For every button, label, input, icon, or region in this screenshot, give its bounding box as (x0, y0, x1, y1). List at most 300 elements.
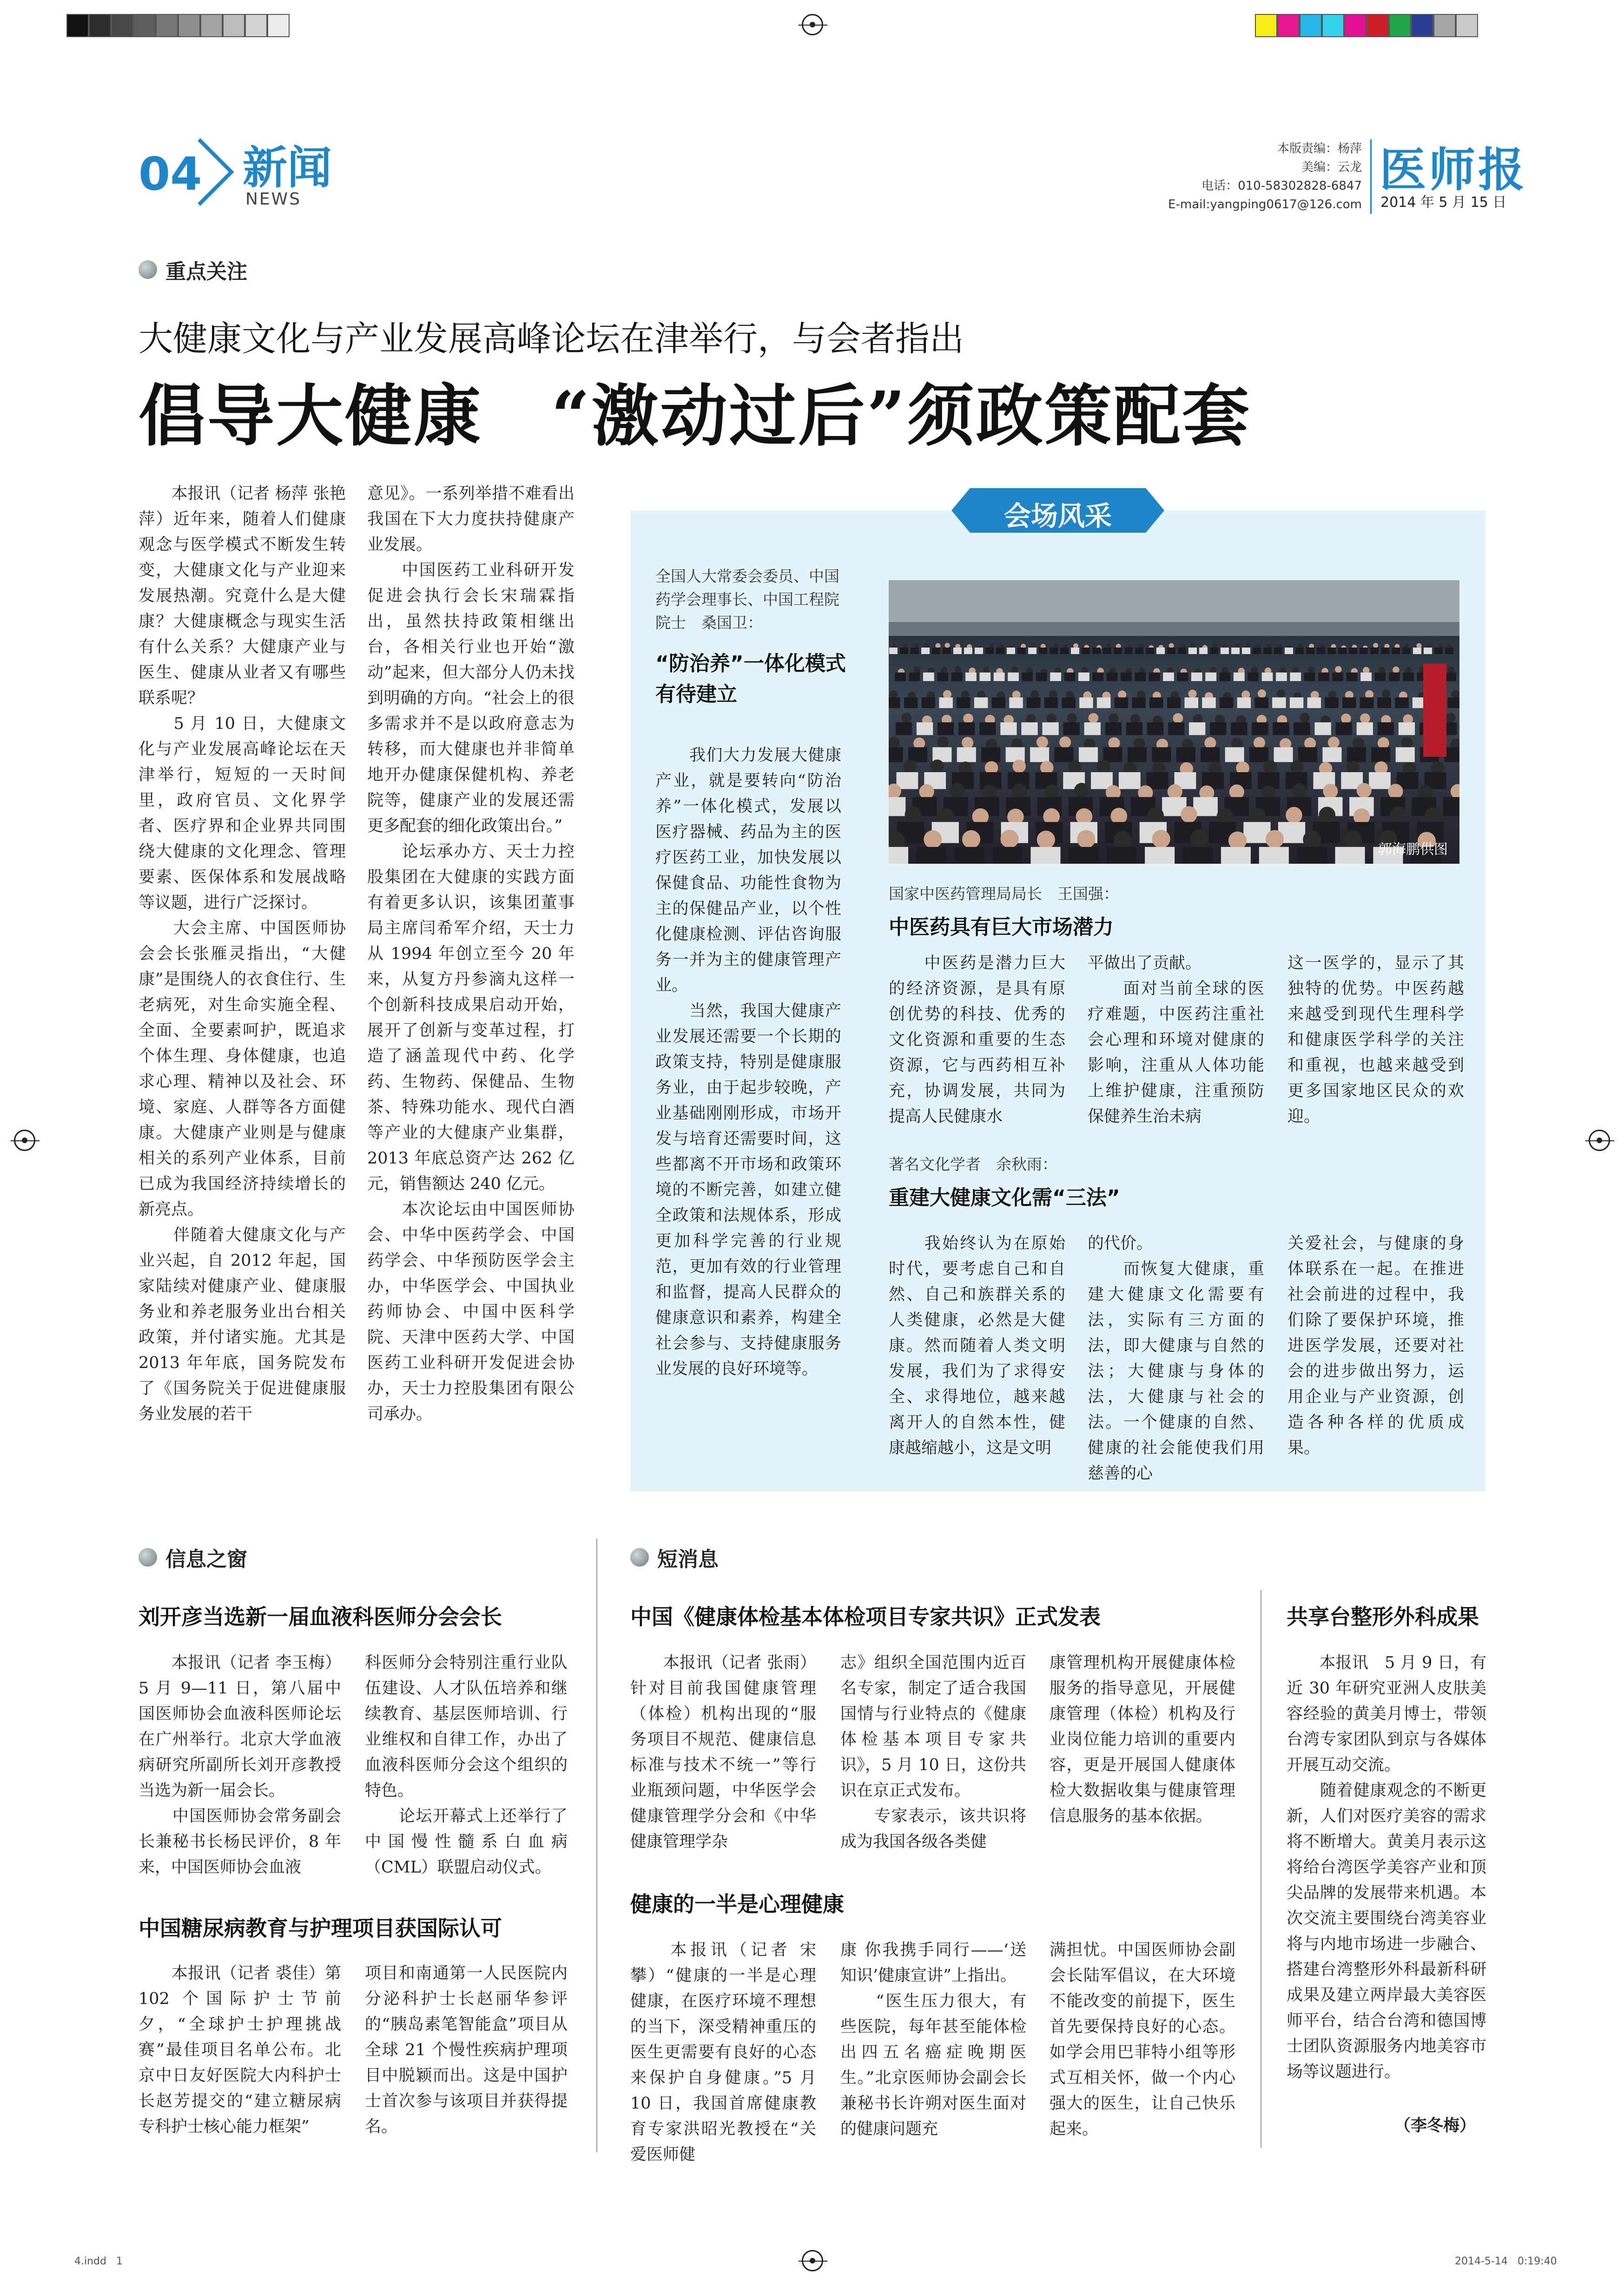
audience-body (1220, 673, 1231, 681)
audience-head (945, 643, 950, 648)
audience-body (1347, 747, 1366, 762)
audience-head (1037, 831, 1055, 849)
audience-body (1342, 697, 1356, 708)
audience-body (1082, 648, 1090, 654)
art-editor-name: 美编：云龙 (1301, 160, 1362, 174)
audience-body (1044, 697, 1058, 708)
audience-body (1167, 697, 1181, 708)
audience-body (1375, 673, 1386, 681)
info-article-1-column-1: 本报讯（记者 李玉梅）5 月 9—11 日，第八届中国医师协会血液科医师论坛在广州举行。北京大学血液病研究所副所长刘开彦教授当选为新一届会长。 中国医师协会常务副会长兼秘书长杨民评价，8 年来，中国医师协会血液 (139, 1654, 341, 1877)
audience-head (1109, 713, 1119, 723)
registration-swatch (111, 14, 133, 37)
audience-body (1121, 673, 1132, 681)
audience-head (1012, 760, 1026, 773)
short-article-1-column-1: 本报讯（记者 张雨）针对目前我国健康管理（体检）机构出现的“服务项目不规范、健康信息标准与技术不统一”等行业瓶颈问题，中华医学会健康管理学分会和《中华健康管理学杂 (630, 1654, 816, 1851)
audience-body (1030, 847, 1060, 864)
audience-body (1050, 673, 1061, 681)
audience-body (1325, 697, 1339, 708)
audience-body (1234, 673, 1245, 681)
audience-body (1105, 722, 1122, 735)
info-article-2-title: 中国糖尿病教育与护理项目获国际认可 (139, 1916, 502, 1941)
audience-head (905, 806, 922, 823)
audience-body (917, 847, 946, 864)
audience-body (1210, 648, 1218, 654)
audience-body (1006, 747, 1025, 762)
interview-title-2: 中医药具有巨大市场潜力 (889, 915, 1114, 939)
audience-body (909, 673, 920, 681)
audience-body (1360, 697, 1374, 708)
audience-body (993, 847, 1023, 864)
audience-body (1272, 697, 1286, 708)
audience-body (1007, 648, 1015, 654)
audience-head (1451, 690, 1459, 698)
audience-head (931, 760, 944, 773)
audience-body (964, 648, 972, 654)
audience-head (1303, 830, 1321, 848)
short-article-1-column-3: 康管理机构开展健康体检服务的指导意见，开展健康管理（体检）机构及行业岗位能力培训的重要内容，更是开展国人健康体检大数据收集与健康管理信息服务的基本依据。 (1050, 1654, 1235, 1826)
audience-body (1254, 697, 1268, 708)
audience-body (1009, 697, 1023, 708)
audience-body (1395, 697, 1409, 708)
audience-body (1318, 673, 1329, 681)
audience-body (1360, 648, 1368, 654)
audience-body (1092, 648, 1101, 654)
phone: 电话：010-58302828-6847 (1201, 179, 1362, 193)
audience-head (1152, 830, 1170, 848)
audience-body (1242, 648, 1250, 654)
audience-head (1251, 667, 1258, 674)
audience-head (1030, 690, 1039, 699)
audience-body (1259, 847, 1289, 864)
column-divider (596, 1539, 597, 2152)
audience-head (1344, 830, 1362, 848)
color-swatch (1344, 14, 1367, 37)
audience-head (1110, 808, 1127, 825)
audience-body (1403, 673, 1414, 681)
audience-body (1322, 747, 1341, 762)
audience-body (1132, 697, 1146, 708)
audience-head (1378, 737, 1389, 749)
audience-body (1060, 648, 1069, 654)
audience-head (1074, 783, 1089, 798)
audience-body (1050, 648, 1058, 654)
audience-body (1237, 697, 1251, 708)
color-swatch (1433, 14, 1456, 37)
registration-swatch (178, 14, 200, 37)
audience-head (1168, 784, 1182, 799)
audience-body (1163, 673, 1174, 681)
interview2-column-2: 平做出了贡献。 面对当前全球的医疗难题，中医药注重社会心理和环境对健康的影响，注重从人体功能上维护健康，注重预防保健养生治未病 (1088, 954, 1264, 1126)
audience-head (1114, 831, 1132, 849)
registration-mark-bottom-icon (802, 2250, 823, 2271)
audience-body (1248, 673, 1259, 681)
audience-body (1371, 747, 1390, 762)
audience-body (1202, 697, 1216, 708)
audience-head (1012, 783, 1027, 798)
audience-body (1447, 697, 1459, 708)
audience-body (1381, 648, 1389, 654)
audience-head (1036, 736, 1048, 748)
audience-body (1189, 722, 1205, 735)
audience-head (1319, 807, 1335, 823)
audience-head (1425, 807, 1441, 824)
audience-head (1373, 643, 1378, 648)
audience-body (1378, 722, 1394, 735)
footer-timestamp: 2014-5-14 0:19:40 (1455, 2256, 1557, 2267)
audience-body (911, 648, 919, 654)
audience-body (1119, 772, 1141, 789)
audience-body (1332, 673, 1343, 681)
short-article-2-column-1: 本报讯（记者 宋攀）“健康的一半是心理健康，在医疗环境不理想的当下，深受精神重压的医生更需要有良好的心态来保护自身健康。”5 月 10 日，我国首席健康教育专家洪昭光教授在“关爱医师健 (630, 1941, 822, 2164)
audience-body (957, 697, 970, 708)
audience-body (1249, 747, 1268, 762)
audience-body (1262, 673, 1273, 681)
section-title: 新闻 (243, 141, 332, 194)
audience-head (1067, 713, 1077, 723)
audience-body (1274, 747, 1293, 762)
audience-body (1128, 747, 1147, 762)
audience-body (1042, 722, 1058, 735)
section-bullet-icon (139, 1548, 157, 1567)
audience-body (1335, 847, 1365, 864)
audience-body (1149, 697, 1163, 708)
photo-credit: 郭海鹏供图 (1378, 841, 1448, 858)
audience-body (965, 673, 977, 681)
audience-body (1188, 648, 1197, 654)
audience-head (1181, 806, 1197, 823)
audience-body (1064, 673, 1076, 681)
audience-body (921, 648, 930, 654)
audience-head (1245, 643, 1250, 648)
audience-body (1149, 673, 1160, 681)
audience-body (1274, 648, 1282, 654)
audience-body (1178, 648, 1186, 654)
audience-body (889, 847, 908, 864)
audience-body (900, 648, 908, 654)
section-title-en: NEWS (245, 190, 302, 209)
audience-head (1235, 643, 1240, 648)
audience-body (1263, 648, 1272, 654)
audience-head (1077, 830, 1095, 848)
audience-body (1210, 722, 1226, 735)
issue-date: 2014 年 5 月 15 日 (1380, 194, 1507, 211)
audience-body (1030, 747, 1049, 762)
audience-body (922, 697, 936, 708)
article-column-2: 意见》。一系列举措不难看出我国在下大力度扶持健康产业发展。 中国医药工业科研开发促进会执行会长宋瑞霖指出，虽然扶持政策相继出台，各相关行业也开始“激动”起来，但大部分人仍未找到明确的方向。“社会上的很多需求并不是以政府意志为转移，而大健康也并非简单地开办健康保健机构、养老院等，健康产业的发展还需更多配套的细化政策出台。” 论坛承办方、天士力控股集团在大健康的实践方面有着更多认识，该集团董事局主席闫希军介绍，天士力从 1994 年创立至今 20 年来，从复方丹参滴丸这样一个创新科技成果启动开始，展开了创新与变革过程，打造了涵盖现代中药、化学药、生物药、保健品、生物茶、特殊功能水、现代白酒等产业的大健康产业集群，2013 年底总资产达 262 亿元，销售额达 240 亿元。 本次论坛由中国医师协会、中华中医药学会、中国药学会、中华预防医学会主办，中华医学会、中国执业药师协会、中国中医科学院、天津中医药大学、中国医药工业科研开发促进会协办，天士力控股集团有限公司承办。 (367, 484, 574, 1423)
audience-body (1396, 747, 1415, 762)
audience-body (992, 697, 1006, 708)
audience-body (1008, 673, 1019, 681)
audience-body (923, 673, 934, 681)
audience-body (1298, 747, 1317, 762)
color-swatch (1411, 14, 1433, 37)
audience-head (1000, 830, 1018, 848)
audience-body (1399, 722, 1415, 735)
audience-head (1059, 736, 1071, 748)
color-registration-bar (1255, 14, 1478, 37)
audience-body (1285, 648, 1293, 654)
panel-tag-label: 会场风采 (1003, 500, 1112, 532)
audience-body (1304, 673, 1315, 681)
audience-body (1205, 673, 1216, 681)
audience-head (1416, 643, 1421, 648)
color-swatch (1456, 14, 1478, 37)
audience-body (896, 722, 912, 735)
audience-body (1231, 722, 1247, 735)
audience-body (1369, 772, 1391, 789)
audience-head (1277, 689, 1285, 698)
audience-body (1168, 722, 1184, 735)
audience-body (1252, 722, 1268, 735)
section-label-info-window (139, 1542, 247, 1572)
audience-body (1306, 648, 1314, 654)
audience-body (1377, 697, 1391, 708)
audience-body (981, 747, 1000, 762)
audience-body (957, 747, 976, 762)
audience-head (962, 830, 980, 848)
audience-body (1152, 747, 1171, 762)
audience-body (1191, 673, 1202, 681)
audience-body (1370, 648, 1379, 654)
audience-body (951, 673, 963, 681)
audience-head (1393, 667, 1400, 674)
audience-head (1390, 807, 1406, 823)
audience-body (1336, 722, 1352, 735)
audience-body (1062, 697, 1076, 708)
info-article-1-column-2: 科医师分会特别注重行业队伍建设、人才队伍培养和继续教育、基层医师培训、行业维权和自律工作，办出了血液科医师分会这个组织的特色。 论坛开幕式上还举行了中国慢性髓系白血病（CML）联盟启动仪式。 (365, 1654, 568, 1877)
audience-head (913, 667, 920, 674)
audience-head (954, 666, 961, 673)
article-subtitle: 大健康文化与产业发展高峰论坛在津举行，与会者指出 (139, 319, 964, 359)
audience-head (1169, 643, 1174, 648)
audience-body (943, 648, 951, 654)
audience-body (932, 648, 940, 654)
audience-head (1446, 713, 1456, 723)
info-article-2-column-1: 本报讯（记者 裘佳）第 102 个国际护士节前夕，“全球护士护理挑战赛”最佳项目名单公布。北京中日友好医院大内科护士长赵芳提交的“建立糖尿病专科护士核心能力框架” (139, 1964, 347, 2136)
audience-body (1231, 648, 1240, 654)
audience-body (1220, 697, 1234, 708)
audience-body (1071, 648, 1079, 654)
audience-head (1106, 643, 1111, 648)
audience-head (1335, 666, 1342, 673)
interview-title-3: 重建大健康文化需“三法” (889, 1186, 1120, 1210)
section-label-focus (139, 255, 247, 285)
audience-body (1028, 648, 1036, 654)
interview3-column-1: 我始终认为在原始时代，要考虑自己和自然、自己和族群关系的人类健康，必然是大健康。然而随着人类文明发展，我们为了求得安全、求得地位，越来越离开人的自然本性，健康越缩越小，这是文明 (889, 1234, 1065, 1457)
footer-file-name: 4.indd 1 (74, 2256, 123, 2267)
audience-head (941, 667, 948, 674)
registration-swatch (267, 14, 290, 37)
audience-head (1046, 714, 1056, 724)
audience-head (1108, 737, 1120, 749)
audience-body (1402, 648, 1411, 654)
registration-swatch (156, 14, 178, 37)
paper-logo: 医师报 (1380, 142, 1527, 197)
audience-head (1254, 737, 1265, 748)
audience-head (1292, 783, 1307, 798)
audience-body (1199, 648, 1208, 654)
audience-body (1360, 673, 1372, 681)
audience-body (1124, 648, 1133, 654)
audience-body (979, 722, 996, 735)
audience-head (1213, 643, 1218, 648)
info-article-1-title: 刘开彦当选新一届血液科医师分会会长 (139, 1604, 502, 1629)
audience-body (1290, 673, 1301, 681)
audience-body (1107, 847, 1136, 864)
audience-head (1173, 713, 1183, 723)
header-divider (1370, 139, 1372, 214)
audience-body (1357, 722, 1373, 735)
audience-head (962, 737, 973, 748)
registration-mark-right-icon (1589, 1130, 1610, 1151)
audience-body (955, 847, 984, 864)
audience-head (1401, 737, 1413, 748)
audience-body (1078, 673, 1089, 681)
audience-head (924, 830, 942, 848)
audience-head (1341, 714, 1351, 724)
audience-body (1295, 648, 1304, 654)
audience-body (889, 747, 903, 762)
audience-body (889, 697, 900, 708)
email: E-mail:yangping0617@126.com (1168, 198, 1362, 212)
short-article-2-column-3: 满担忧。中国医师协会副会长陆军倡议，在大环境不能改变的前提下，医生首先要保持良好的心态。如学会用巴菲特小组等形式互相关怀，做一个内心强大的医生，让自己快乐起来。 (1050, 1941, 1235, 2138)
audience-head (1357, 783, 1372, 798)
audience-body (1145, 847, 1175, 864)
editor-name: 本版责编：杨萍 (1277, 142, 1362, 156)
audience-body (1021, 722, 1037, 735)
short-article-1-column-2: 志》组织全国范围内近百名专家，制定了适合我国国情与行业特点的《健康体检基本项目专家共识》，5 月 10 日，这份共识在京正式发布。 专家表示，该共识将成为我国各级各类健 (840, 1654, 1026, 1851)
audience-body (953, 648, 962, 654)
conference-photo (889, 580, 1459, 864)
audience-body (1176, 747, 1195, 762)
section-label-short-news (630, 1542, 719, 1572)
audience-body (1338, 648, 1347, 654)
interview-speaker-2: 国家中医药管理局局长 王国强： (889, 885, 1119, 903)
short-article-3-byline: （李冬梅） (1394, 2116, 1476, 2135)
audience-body (1027, 697, 1041, 708)
audience-body (1297, 847, 1327, 864)
registration-swatch (223, 14, 245, 37)
grayscale-registration-bar (66, 14, 290, 37)
color-swatch (1300, 14, 1322, 37)
registration-swatch (89, 14, 111, 37)
audience-body (1221, 648, 1229, 654)
audience-body (979, 673, 990, 681)
audience-body (1147, 772, 1168, 789)
audience-body (1103, 747, 1122, 762)
audience-body (1126, 722, 1142, 735)
section-bullet-icon (139, 260, 157, 279)
audience-head (1263, 760, 1277, 774)
info-article-2-column-2: 项目和南通第一人民医院内分泌科护士长赵丽华参评的“胰岛素笔智能盒”项目从全球 21 个慢性疾病护理项目中脱颖而出。这是中国护士首次参与该项目并获得提名。 (365, 1964, 568, 2136)
audience-head (1147, 807, 1164, 824)
interview-speaker-1: 全国人大常委会委员、中国药学会理事长、中国工程院院士 桑国卫： (655, 567, 839, 632)
audience-body (1389, 673, 1400, 681)
audience-head (1258, 689, 1266, 698)
audience-head (1323, 784, 1338, 799)
interview-body-1: 我们大力发展大健康产业，就是要转向“防治养”一体化模式，发展以医疗器械、药品为主的医疗医药工业，加快发展以保健食品、功能性食物为主的保健品产业，以个性化健康检测、评估咨询服务一并为主的健康管理产业。 当然，我国大健康产业发展还需要一个长期的政策支持，特别是健康服务业，由于起步较晚，产业基础刚刚形成，市场开发与培育还需要时间，这些都离不开市场和政策环境的不断完善，如建立健全政策和法规体系，形成更加科学完善的行业规范，更加有效的行业管理和监督，提高人民群众的健康意识和素养，构建全社会参与、支持健康服务业发展的良好环境等。 (655, 746, 841, 1378)
audience-body (1079, 697, 1093, 708)
audience-body (958, 722, 975, 735)
audience-body (1114, 648, 1122, 654)
audience-body (1079, 747, 1098, 762)
editor-info (1139, 139, 1362, 214)
audience-body (1115, 697, 1129, 708)
audience-head (1266, 830, 1284, 848)
audience-body (994, 673, 1005, 681)
audience-body (1315, 722, 1331, 735)
audience-body (975, 648, 983, 654)
interview2-column-3: 这一医学的，显示了其独特的优势。中医药越来越受到现代生理科学和健康医学科学的关注和重视，也越来越受到更多国家地区民众的欢迎。 (1287, 954, 1464, 1126)
audience-head (943, 690, 951, 698)
audience-body (1146, 648, 1154, 654)
article-headline: 倡导大健康 “激动过后”须政策配套 (139, 377, 1251, 455)
audience-head (1365, 690, 1373, 699)
registration-swatch (245, 14, 267, 37)
audience-body (974, 697, 988, 708)
audience-body (1177, 673, 1188, 681)
audience-body (1434, 648, 1443, 654)
audience-head (1191, 643, 1196, 648)
registration-swatch (133, 14, 156, 37)
audience-body (1156, 648, 1165, 654)
color-swatch (1255, 14, 1277, 37)
section-label-text: 信息之窗 (165, 1548, 247, 1571)
audience-body (1084, 722, 1101, 735)
audience-body (1445, 673, 1456, 681)
audience-body (1221, 847, 1251, 864)
audience-body (1317, 648, 1325, 654)
audience-head (983, 667, 990, 674)
audience-body (1253, 648, 1261, 654)
audience-body (1183, 847, 1213, 864)
audience-body (1349, 648, 1357, 654)
audience-head (1286, 807, 1302, 824)
audience-head (1447, 667, 1454, 674)
audience-head (1382, 689, 1390, 698)
audience-body (1273, 722, 1289, 735)
audience-body (1017, 648, 1026, 654)
registration-mark-top-icon (802, 14, 823, 35)
audience-body (1445, 648, 1453, 654)
audience-body (1097, 697, 1111, 708)
audience-body (1135, 673, 1146, 681)
color-swatch (1277, 14, 1300, 37)
short-article-1-title: 中国《健康体检基本体检项目专家共识》正式发表 (630, 1604, 1101, 1629)
audience-body (1103, 648, 1111, 654)
registration-swatch (200, 14, 223, 37)
audience-head (937, 736, 949, 748)
audience-head (1204, 737, 1216, 749)
audience-head (924, 643, 930, 648)
audience-body (996, 648, 1004, 654)
interview3-column-2: 的代价。 而恢复大健康，重建大健康文化需要有法，实际有三方面的法，即大健康与自然的法；大健康与身体的法，大健康与社会的法。一个健康的自然、健康的社会能使我们用慈善的心 (1088, 1234, 1264, 1483)
audience-body (1069, 847, 1098, 864)
article-column-1: 本报讯（记者 杨萍 张艳萍）近年来，随着人们健康观念与医学模式不断发生转变，大健康文化与产业迎来发展热潮。究竟什么是大健康？大健康概念与现实生活有什么关系？大健康产业与医生、健康从业者又有哪些联系呢？ 5 月 10 日，大健康文化与产业发展高峰论坛在天津举行，短短的一天时间里，政府官员、文化界学者、医疗界和企业界共同围绕大健康的文化理念、管理要素、医保体系和发展战略等议题，进行广泛探讨。 大会主席、中国医师协会会长张雁灵指出，“大健康”是围绕人的衣食住行、生老病死，对生命实施全程、全面、全要素呵护，既追求个体生理、身体健康，也追求心理、精神以及社会、环境、家庭、人群等各方面健康。大健康产业则是与健康相关的系列产业体系，目前已成为我国经济持续增长的新亮点。 伴随着大健康文化与产业兴起，自 2012 年起，国家陆续对健康产业、健康服务业和养老服务业出台相关政策，并付诸实施。尤其是 2013 年年底，国务院发布了《国务院关于促进健康服务业发展的若干 (139, 484, 346, 1423)
audience-body (1063, 722, 1080, 735)
short-article-2-column-2: 康 你我携手同行——‘送知识’健康宣讲”上指出。 “医生压力很大，有些医院，每年甚至能体检出四五名癌症晚期医生。”北京医师协会副会长兼秘书长许朔对医生面对的健康问题充 (840, 1941, 1026, 2138)
audience-head (901, 713, 911, 723)
audience-body (1039, 648, 1047, 654)
section-label-text: 重点关注 (165, 260, 247, 284)
audience-head (1308, 666, 1315, 673)
audience-head (1097, 760, 1110, 774)
color-swatch (1389, 14, 1411, 37)
interview-title-1: “防治养”一体化模式有待建立 (655, 652, 846, 706)
audience-body (1135, 648, 1143, 654)
audience-body (1276, 673, 1287, 681)
audience-head (963, 714, 973, 724)
